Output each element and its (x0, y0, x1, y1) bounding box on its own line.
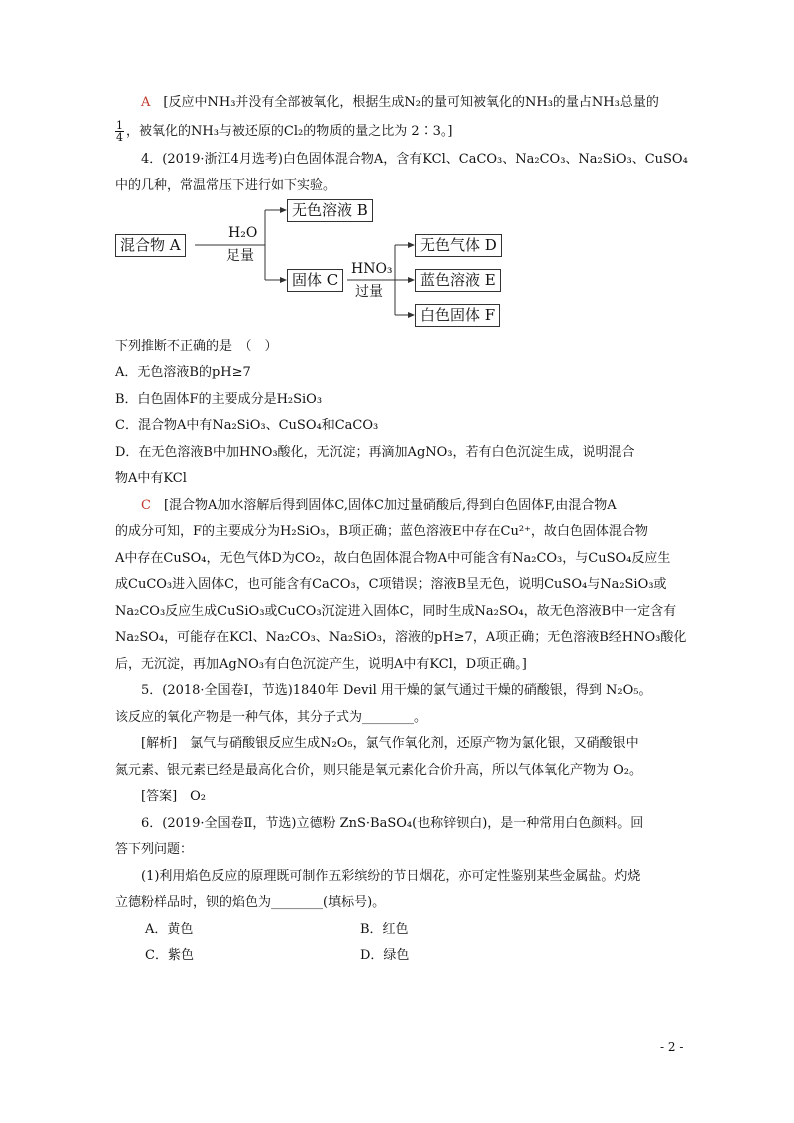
q3-answer-line2 (115, 117, 695, 147)
q3-answer-line1 (115, 90, 695, 117)
answer-letter: A (141, 95, 151, 110)
reagent-water-amount: 足量 (226, 247, 254, 264)
fraction: $\frac{1}{4}$ (116, 118, 123, 144)
page-number: - 2 - (660, 1040, 684, 1054)
q5-answer: [答案] O₂ (141, 789, 207, 804)
q4-stem-line1: 4．(2019·浙江4月选考)白色固体混合物A，含有KCl、CaCO₃、Na₂CO₃、Na₂SiO₃、CuSO₄ (141, 151, 688, 167)
q4-option-c: C．混合物A中有Na₂SiO₃、CuSO₄和CaCO₃ (115, 418, 379, 433)
reagent-water: H₂O (228, 224, 258, 241)
flow-diagram (115, 200, 675, 330)
q3-answer-text: [反应中NH₃并没有全部被氧化，根据生成N₂的量可知被氧化的NH₃的量占NH₃总量的 (163, 95, 659, 110)
q4-answer-line2: 的成分可知，F的主要成分为H₂SiO₃，B项正确；蓝色溶液E中存在Cu²⁺，故白色固体混合物 (115, 524, 648, 539)
solid-c-box: 固体 C (287, 269, 343, 292)
reagent-nitric-amount: 过量 (355, 283, 383, 300)
q5-analysis-line1: [解析] 氯气与硝酸银反应生成N₂O₅，氯气作氧化剂，还原产物为氯化银，又硝酸银中 (141, 736, 639, 751)
q6-options-row2 (115, 943, 695, 970)
page-content (115, 90, 695, 970)
q4-answer-line1: C [混合物A加水溶解后得到固体C,固体C加过量硝酸后,得到白色固体F,由混合物A (141, 497, 617, 513)
q4-option-b: B．白色固体F的主要成分是H₂SiO₃ (115, 391, 323, 407)
answer-letter: C (141, 497, 151, 513)
mixture-a-box: 混合物 A (115, 234, 186, 257)
q6-option-c: C．紫色 (145, 948, 194, 963)
q3-answer-text2: ，被氧化的NH₃与被还原的Cl₂的物质的量之比为 2∶3。] (126, 123, 453, 139)
flow-arrows (115, 200, 675, 330)
solution-e-box: 蓝色溶液 E (415, 269, 501, 292)
q6-option-b: B．红色 (360, 921, 409, 937)
q5-stem-line2: 该反应的氧化产物是一种气体，其分子式为________。 (115, 709, 428, 725)
q4-option-a: A．无色溶液B的pH≥7 (115, 365, 251, 380)
q4-stem-line2: 中的几种，常温常压下进行如下实验。 (115, 178, 337, 193)
q4-answer-line6: Na₂SO₄，可能存在KCl、Na₂CO₃、Na₂SiO₃，溶液的pH≥7，A项正确；无色溶液B经HNO₃酸化 (115, 630, 687, 645)
reagent-nitric-acid: HNO₃ (351, 260, 393, 277)
solid-f-box: 白色固体 F (415, 304, 500, 327)
q6-sub1-line2: 立德粉样品时，钡的焰色为________(填标号)。 (115, 895, 386, 910)
q5-stem-line1: 5．(2018·全国卷Ⅰ，节选)1840年 Devil 用干燥的氯气通过干燥的硝酸银，得到 N₂O₅。 (141, 683, 652, 698)
q4-question: 下列推断不正确的是 （ ） (115, 338, 278, 354)
q4-answer-line3: A中存在CuSO₄，无色气体D为CO₂，故白色固体混合物A中可能含有Na₂CO₃，与CuSO₄反应生 (115, 550, 671, 566)
q4-option-d-line2: 物A中有KCl (115, 471, 187, 486)
solution-b-box: 无色溶液 B (287, 199, 373, 222)
q6-stem-line2: 答下列问题： (115, 842, 194, 857)
q4-answer-line7: 后，无沉淀，再加AgNO₃有白色沉淀产生，说明A中有KCl，D项正确。] (115, 656, 527, 672)
q4-option-d-line1: D．在无色溶液B中加HNO₃酸化，无沉淀；再滴加AgNO₃，若有白色沉淀生成，说明混合 (115, 444, 635, 460)
q6-option-d: D．绿色 (360, 948, 410, 963)
q4-answer-line4: 成CuCO₃进入固体C，也可能含有CaCO₃，C项错误；溶液B呈无色，说明CuSO₄与Na₂SiO₃或 (115, 577, 667, 592)
gas-d-box: 无色气体 D (415, 234, 502, 257)
q6-options-row1 (115, 917, 695, 944)
q6-sub1-line1: (1)利用焰色反应的原理既可制作五彩缤纷的节日烟花，亦可定性鉴别某些金属盐。灼烧 (141, 868, 641, 884)
q4-answer-line5: Na₂CO₃反应生成CuSiO₃或CuCO₃沉淀进入固体C，同时生成Na₂SO₄，故无色溶液B中一定含有 (115, 603, 677, 619)
q6-stem-line1: 6．(2019·全国卷Ⅱ，节选)立德粉 ZnS·BaSO₄(也称锌钡白)，是一种常用白色颜料。回 (141, 815, 644, 831)
q6-option-a: A．黄色 (145, 921, 194, 937)
q5-analysis-line2: 氮元素、银元素已经是最高化合价，则只能是氧元素化合价升高，所以气体氧化产物为 O₂。 (115, 762, 643, 778)
